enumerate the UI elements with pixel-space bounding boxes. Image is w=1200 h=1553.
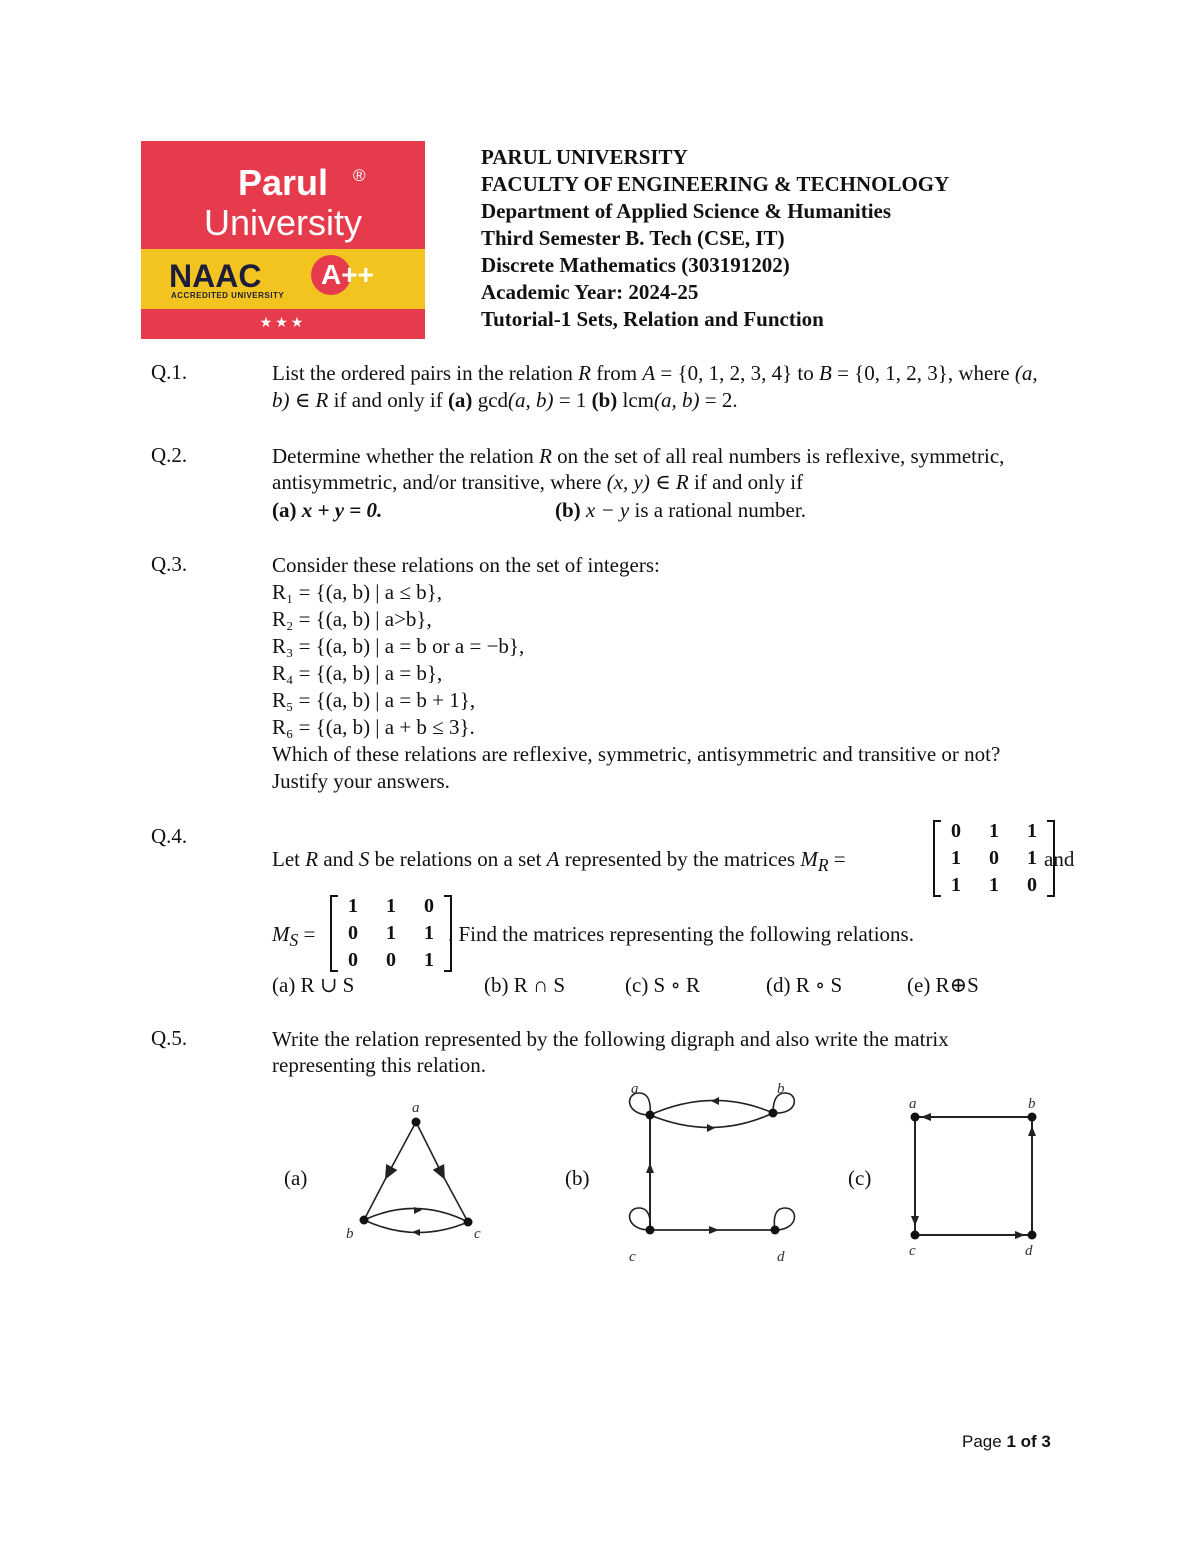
q4-part-b: (b) R ∩ S: [484, 973, 566, 997]
label-c: c: [629, 1249, 636, 1265]
header-faculty: FACULTY OF ENGINEERING & TECHNOLOGY: [481, 172, 950, 196]
node-a: [911, 1113, 920, 1122]
q4-ms-label: $M_S$ =: [272, 922, 316, 951]
arrow-c-d: [1015, 1231, 1025, 1239]
label-a: a: [412, 1100, 420, 1116]
logo-line2: University: [203, 202, 363, 243]
header-academic-year: Academic Year: 2024-25: [481, 280, 699, 304]
matrix-mr: [937, 818, 1051, 899]
arrow-a-b: [707, 1124, 715, 1132]
digraph-c: [895, 1090, 1055, 1265]
label-a: a: [909, 1096, 917, 1112]
naac-grade: A++: [321, 259, 374, 290]
university-logo: [141, 141, 425, 339]
matrix-ms: [334, 893, 448, 974]
label-d: d: [777, 1249, 785, 1265]
node-b: [360, 1216, 369, 1225]
q3-number: Q.3.: [151, 552, 188, 576]
node-a: [412, 1118, 421, 1127]
q4-number: Q.4.: [151, 824, 188, 848]
label-d: d: [1025, 1243, 1033, 1259]
label-b: b: [1028, 1096, 1036, 1112]
label-b: b: [777, 1081, 785, 1097]
q3-relation-4: R₄ = {(a, b) | a = b},: [272, 661, 443, 685]
node-b: [1028, 1113, 1037, 1122]
header-course: Discrete Mathematics (303191202): [481, 253, 790, 277]
header-university: PARUL UNIVERSITY: [481, 145, 688, 169]
digraph-a: [330, 1090, 500, 1250]
ms-row: [334, 920, 448, 947]
mr-cell: 0: [989, 847, 999, 869]
q4-find-text: . Find the matrices representing the following relations.: [448, 922, 914, 946]
document-header: [481, 144, 949, 333]
logo-registered-mark: ®: [353, 166, 366, 185]
q4-part-a: (a) R ∪ S: [272, 973, 355, 997]
arrow-a-c: [911, 1216, 919, 1226]
q1-number: Q.1.: [151, 360, 188, 384]
mr-row: [937, 845, 1051, 872]
node-b: [769, 1109, 778, 1118]
arrow-b-a: [711, 1097, 719, 1105]
edge-b-a: [650, 1113, 773, 1128]
label-a: a: [631, 1081, 639, 1097]
node-d: [771, 1226, 780, 1235]
accredited-text: ACCREDITED UNIVERSITY: [171, 291, 285, 300]
mr-cell: 1: [989, 874, 999, 896]
edge-a-c-head: [416, 1122, 442, 1174]
header-tutorial-title: Tutorial-1 Sets, Relation and Function: [481, 307, 824, 331]
mr-cell: 1: [1027, 820, 1037, 842]
arrow-c-d: [709, 1226, 719, 1234]
ms-cell: 0: [424, 895, 434, 917]
edge-a-c: [442, 1174, 468, 1222]
q3-relation-6: R₆ = {(a, b) | a + b ≤ 3}.: [272, 715, 475, 739]
q3-relation-2: R₂ = {(a, b) | a>b},: [272, 607, 432, 631]
ms-cell: 0: [386, 949, 396, 971]
arrow-b-a: [921, 1113, 931, 1121]
header-department: Department of Applied Science & Humanities: [481, 199, 892, 223]
mr-row: [937, 818, 1051, 845]
q3-justify: Justify your answers.: [272, 769, 450, 793]
mr-cell: 0: [951, 820, 961, 842]
node-d: [1028, 1231, 1037, 1240]
q1-line1: List the ordered pairs in the relation R from A = {0, 1, 2, 3, 4} to B = {0, 1, 2, 3}, where (a,: [272, 361, 1038, 385]
naac-text: NAAC: [169, 258, 262, 294]
q1-line2: b) ∈ R if and only if (a) gcd(a, b) = 1 (b) lcm(a, b) = 2.: [272, 388, 738, 412]
logo-line1: Parul: [237, 162, 329, 203]
page-footer: Page 1 of 3: [962, 1432, 1051, 1451]
mr-row: [937, 872, 1051, 899]
label-c: c: [474, 1226, 481, 1242]
label-c: c: [909, 1243, 916, 1259]
node-c: [911, 1231, 920, 1240]
ms-row: [334, 893, 448, 920]
arrow-c-a: [646, 1163, 654, 1173]
ms-row: [334, 947, 448, 974]
mr-cell: 1: [989, 820, 999, 842]
q2-number: Q.2.: [151, 443, 188, 467]
edge-a-b-head: [388, 1122, 416, 1174]
q3-relation-3: R₃ = {(a, b) | a = b or a = −b},: [272, 634, 525, 658]
graph-a-label: (a): [284, 1166, 308, 1190]
header-semester: Third Semester B. Tech (CSE, IT): [481, 226, 785, 250]
mr-cell: 1: [951, 874, 961, 896]
node-c: [464, 1218, 473, 1227]
q5-number: Q.5.: [151, 1026, 188, 1050]
q3-relation-1: R₁ = {(a, b) | a ≤ b},: [272, 580, 442, 604]
digraph-b: [615, 1075, 805, 1270]
q3-relation-5: R₅ = {(a, b) | a = b + 1},: [272, 688, 476, 712]
node-a: [646, 1111, 655, 1120]
mr-cell: 0: [1027, 874, 1037, 896]
ms-cell: 1: [386, 922, 396, 944]
ms-cell: 1: [348, 895, 358, 917]
stars-icon: ★★★: [259, 316, 307, 331]
q2-line3-b: (b) x − y is a rational number.: [555, 498, 806, 522]
graph-b-label: (b): [565, 1166, 590, 1190]
graph-c-label: (c): [848, 1166, 872, 1190]
edge-a-b: [650, 1100, 773, 1115]
label-b: b: [346, 1226, 354, 1242]
q3-intro: Consider these relations on the set of integers:: [272, 553, 660, 577]
q4-part-e: (e) R⊕S: [907, 973, 979, 997]
arrow-d-b: [1028, 1126, 1036, 1136]
ms-cell: 1: [424, 922, 434, 944]
q4-part-d: (d) R ∘ S: [766, 973, 843, 997]
ms-cell: 0: [348, 949, 358, 971]
mr-cell: 1: [951, 847, 961, 869]
q2-line1: Determine whether the relation R on the set of all real numbers is reflexive, symmetric,: [272, 444, 1005, 468]
q4-part-c: (c) S ∘ R: [625, 973, 701, 997]
q3-question: Which of these relations are reflexive, symmetric, antisymmetric and transitive or not?: [272, 742, 1001, 766]
q4-line1: Let R and S be relations on a set A represented by the matrices $M_R$ =: [272, 847, 846, 876]
node-c: [646, 1226, 655, 1235]
q5-line1: Write the relation represented by the following digraph and also write the matrix: [272, 1027, 949, 1051]
ms-cell: 0: [348, 922, 358, 944]
mr-cell: 1: [1027, 847, 1037, 869]
naac-band: [141, 249, 425, 309]
ms-cell: 1: [424, 949, 434, 971]
q4-and: and: [1044, 847, 1075, 871]
ms-cell: 1: [386, 895, 396, 917]
q2-line2: antisymmetric, and/or transitive, where (x, y) ∈ R if and only if: [272, 470, 804, 494]
arrow-c-b: [412, 1229, 420, 1236]
q2-line3-a: (a) x + y = 0.: [272, 498, 383, 522]
q5-line2: representing this relation.: [272, 1053, 487, 1077]
